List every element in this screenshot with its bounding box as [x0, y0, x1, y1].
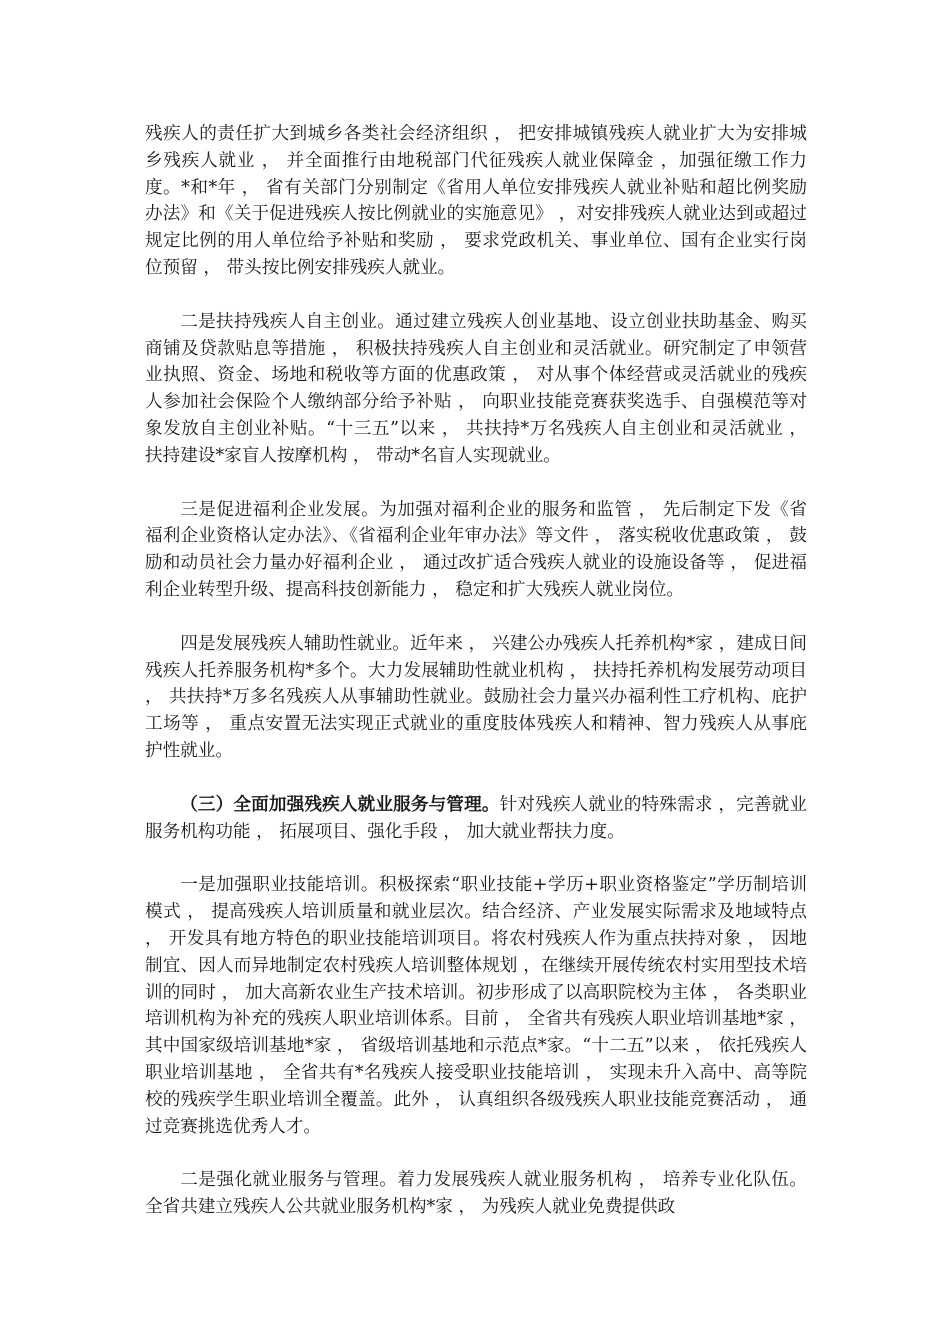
paragraph-welfare-enterprises: 三是促进福利企业发展。为加强对福利企业的服务和监管 ， 先后制定下发《省福利企业资格认定办法》、《省福利企业年审办法》等文件 ， 落实税收优惠政策 ， 鼓励和动员社会力量办好福利企业 ， 通过改扩适合残疾人就业的设施设备等 ， 促进福利企业转型升级、提高科技创新能力 ， 稳定和扩大残疾人就业岗位。 — [145, 499, 807, 600]
document-page — [145, 121, 813, 1248]
paragraph-service-management: 二是强化就业服务与管理。着力发展残疾人就业服务机构 ， 培养专业化队伍。全省共建立残疾人公共就业服务机构*家 ， 为残疾人就业免费提供政 — [145, 1170, 807, 1218]
paragraph-auxiliary-employment: 四是发展残疾人辅助性就业。近年来 ， 兴建公办残疾人托养机构*家 ，建成日间残疾人托养服务机构*多个。大力发展辅助性就业机构 ， 扶持托养机构发展劳动项目 ， 共扶持*万多名残疾人从事辅助性就业。鼓励社会力量兴办福利性工疗机构、庇护工场等 ， 重点安置无法实现正式就业的重度肢体残疾人和精神、智力残疾人从事庇护性就业。 — [145, 633, 813, 761]
paragraph-employment-services — [145, 792, 807, 846]
paragraph-self-employment: 二是扶持残疾人自主创业。通过建立残疾人创业基地、设立创业扶助基金、购买商铺及贷款贴息等措施 ， 积极扶持残疾人自主创业和灵活就业。研究制定了申领营业执照、资金、场地和税收等方面的优惠政策 ， 对从事个体经营或灵活就业的残疾人参加社会保险个人缴纳部分给予补贴 ， 向职业技能竞赛获奖选手、自强模范等对象发放自主创业补贴。“十三五”以来 ， 共扶持*万名残疾人自主创业和灵活就业 ， 扶持建设*家盲人按摩机构 ， 带动*名盲人实现就业。 — [145, 311, 813, 466]
paragraph-vocational-training: 一是加强职业技能培训。积极探索“职业技能+学历+职业资格鉴定”学历制培训模式 ， 提高残疾人培训质量和就业层次。结合经济、产业发展实际需求及地域特点 ， 开发具有地方特色的职业技能培训项目。将农村残疾人作为重点扶持对象 ， 因地制宜、因人而异地制定农村残疾人培训整体规划 ，在继续开展传统农村实用型技术培训的同时 ， 加大高新农业生产技术培训。初步形成了以高职院校为主体 ， 各类职业培训机构为补充的残疾人职业培训体系。目前 ， 全省共有残疾人职业培训基地*家 ， 其中国家级培训基地*家 ， 省级培训基地和示范点*家。“十二五”以来 ， 依托残疾人职业培训基地 ， 全省共有*名残疾人接受职业技能培训 ， 实现未升入高中、高等院校的残疾学生职业培训全覆盖。此外 ， 认真组织各级残疾人职业技能竞赛活动 ， 通过竞赛挑选优秀人才。 — [145, 875, 813, 1137]
paragraph-employment-policy: 残疾人的责任扩大到城乡各类社会经济组织 ， 把安排城镇残疾人就业扩大为安排城乡残疾人就业 ， 并全面推行由地税部门代征残疾人就业保障金 ，加强征缴工作力度。*和*年 ， 省有关部门分别制定《省用人单位安排残疾人就业补贴和超比例奖励办法》和《关于促进残疾人按比例就业的实施意见》 ，对安排残疾人就业达到或超过规定比例的用人单位给予补贴和奖励 ， 要求党政机关、事业单位、国有企业实行岗位预留 ， 带头按比例安排残疾人就业。 — [145, 124, 807, 278]
section-heading-body: 针对残疾人就业的特殊需求 ，完善就业服务机构功能 ， 拓展项目、强化手段 ， 加大就业帮扶力度。 — [145, 794, 807, 842]
section-heading: （三）全面加强残疾人就业服务与管理。 — [180, 793, 500, 815]
